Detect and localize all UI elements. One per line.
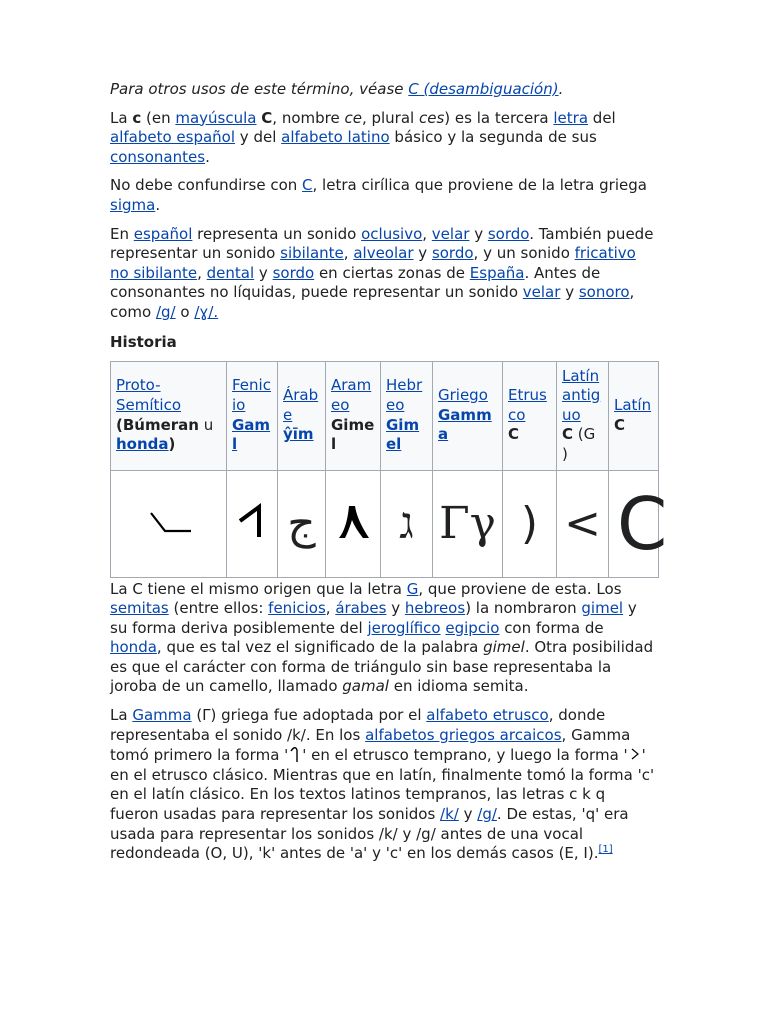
link-sigma[interactable]: sigma	[110, 195, 156, 214]
link-egipcio[interactable]: egipcio	[445, 618, 500, 637]
reference-1-link[interactable]: [1]	[598, 844, 613, 856]
table-glyph-row	[111, 470, 659, 577]
cell-arabe	[278, 361, 326, 470]
link-alveolar[interactable]: alveolar	[353, 244, 414, 263]
link-jeroglifico[interactable]: jeroglífico	[367, 618, 441, 637]
link-sordo-2[interactable]: sordo	[431, 244, 474, 263]
link-alfabeto-latino[interactable]: alfabeto latino	[281, 128, 390, 147]
link-griego[interactable]: Griego	[438, 386, 488, 405]
link-k-phoneme[interactable]: /k/	[440, 805, 459, 824]
link-fricativo[interactable]: fricativo no sibilante	[110, 244, 636, 282]
link-alfabeto-espanol[interactable]: alfabeto español	[110, 128, 236, 147]
link-sordo-3[interactable]: sordo	[272, 263, 315, 282]
proto-semitic-glyph-icon	[139, 501, 199, 541]
hatnote: Para otros usos de este término, véase C (desambiguación).	[110, 80, 564, 98]
link-cyrillic-es[interactable]: С	[302, 176, 313, 195]
link-gamma-phoneme[interactable]: /ɣ/.	[194, 302, 219, 321]
glyph-arabe: ج	[278, 470, 326, 577]
link-honda[interactable]: honda	[116, 435, 169, 454]
intro-paragraph: La c (en mayúscula C, nombre ce, plural ces) es la tercera letra del alfabeto español y del alfabeto latino básico y la segunda de sus consonantes.	[110, 108, 616, 166]
phonetics-paragraph: En español representa un sonido oclusivo, velar y sordo. También puede representar un sonido sibilante, alveolar y sordo, y un sonido fricativo no sibilante, dental y sordo en ciertas zonas de España. Antes de consonantes no líquidas, puede representar un sonido velar y sonoro, como /g/ o /ɣ/.	[110, 224, 654, 321]
glyph-proto-semitico	[111, 470, 227, 577]
disambiguation-link[interactable]: C (desambiguación)	[408, 80, 559, 98]
link-fenicios[interactable]: fenicios	[268, 599, 326, 618]
article-content	[110, 80, 668, 873]
link-espanol[interactable]: español	[133, 224, 193, 243]
link-gaml[interactable]: Gaml	[232, 415, 271, 454]
link-dental[interactable]: dental	[206, 263, 255, 282]
link-latin[interactable]: Latín	[614, 395, 652, 414]
cell-fenicio	[227, 361, 278, 470]
cell-griego	[433, 361, 503, 470]
link-espana[interactable]: España	[469, 263, 525, 282]
link-gimel-hebreo[interactable]: Gimel	[386, 415, 420, 454]
cell-hebreo	[381, 361, 433, 470]
link-etrusco[interactable]: Etrusco	[508, 386, 547, 424]
glyph-latin: C	[609, 470, 659, 577]
link-latin-antiguo[interactable]: Latín antiguo	[562, 366, 601, 424]
link-arabes[interactable]: árabes	[335, 599, 387, 618]
cell-proto-semitico: Proto-Semítico (Búmeran u honda)	[111, 361, 227, 470]
link-sordo[interactable]: sordo	[487, 224, 530, 243]
historia-heading: Historia	[110, 332, 177, 351]
link-g-phoneme-2[interactable]: /g/	[477, 805, 497, 824]
link-mayuscula[interactable]: mayúscula	[175, 108, 257, 127]
link-sonoro[interactable]: sonoro	[578, 283, 630, 302]
link-gamma-table[interactable]: Gamma	[438, 405, 492, 444]
glyph-latin-antiguo: <	[557, 470, 609, 577]
origin-paragraph: La C tiene el mismo origen que la letra G, que proviene de esta. Los semitas (entre ellos: fenicios, árabes y hebreos) la nombraron gimel y su forma deriva posiblemente del jeroglífico egipcio con forma de honda, que es tal vez el significado de la palabra gimel. Otra posibilidad es que el carácter con forma de triángulo sin base representaba la joroba de un camello, llamado gamal en idioma semita.	[110, 579, 654, 696]
early-etruscan-glyph-icon	[288, 745, 302, 763]
link-arameo[interactable]: Arameo	[331, 376, 372, 414]
link-yim[interactable]: ŷīm	[283, 425, 314, 444]
link-g-phoneme[interactable]: /g/	[155, 302, 176, 321]
link-arabe[interactable]: Árabe	[283, 386, 319, 424]
glyph-fenicio	[227, 470, 278, 577]
link-velar-2[interactable]: velar	[522, 283, 561, 302]
gamma-paragraph: La Gamma (Γ) griega fue adoptada por el alfabeto etrusco, donde representaba el sonido /k/. En los alfabetos griegos arcaicos, Gamma tomó primero la forma ' ' en el etrusco temprano, y luego la forma ' ' en el etrusco clásico. Mientras que en latín, finalmente tomó la forma 'c' en el latín clásico. En los textos latinos tempranos, las letras c k q fueron usadas para representar los sonidos /k/ y /g/. De estas, 'q' era usada para representar los sonidos /k/ y /g/ antes de una vocal redondeada (O, U), 'k' antes de 'a' y 'c' en los demás casos (E, I).[1]	[110, 706, 655, 863]
link-semitas[interactable]: semitas	[110, 599, 169, 618]
link-hebreos[interactable]: hebreos	[404, 599, 466, 618]
link-proto-semitico[interactable]: Proto-Semítico	[116, 376, 182, 414]
link-oclusivo[interactable]: oclusivo	[361, 224, 423, 243]
glyph-hebreo: ג	[381, 470, 433, 577]
link-alfabeto-etrusco[interactable]: alfabeto etrusco	[426, 706, 549, 725]
cell-arameo: Arameo Gimel	[326, 361, 381, 470]
cell-latin-antiguo: Latín antiguo C (G )	[557, 361, 609, 470]
phoenician-gimel-icon	[232, 499, 272, 543]
aramaic-gimel-icon	[331, 498, 375, 544]
cyrillic-paragraph: No debe confundirse con С, letra cirílica que proviene de la letra griega sigma.	[110, 176, 647, 214]
cell-etrusco: Etrusco C	[503, 361, 557, 470]
link-gamma[interactable]: Gamma	[132, 706, 192, 725]
hatnote-text: Para otros usos de este término, véase	[110, 80, 409, 98]
link-letra[interactable]: letra	[553, 108, 589, 127]
cell-latin: Latín C	[609, 361, 659, 470]
link-gimel[interactable]: gimel	[581, 599, 624, 618]
glyph-arameo	[326, 470, 381, 577]
link-consonantes[interactable]: consonantes	[110, 147, 206, 166]
link-hebreo[interactable]: Hebreo	[386, 376, 423, 414]
link-sibilante[interactable]: sibilante	[280, 244, 344, 263]
link-velar[interactable]: velar	[431, 224, 470, 243]
history-table	[110, 361, 668, 578]
link-alfabetos-griegos[interactable]: alfabetos griegos arcaicos	[365, 725, 562, 744]
link-honda-2[interactable]: honda	[110, 638, 157, 657]
glyph-etrusco: )	[503, 470, 557, 577]
link-fenicio[interactable]: Fenicio	[232, 376, 271, 414]
glyph-griego: Γγ	[433, 470, 503, 577]
table-header-row	[111, 361, 659, 470]
link-g[interactable]: G	[406, 579, 419, 598]
classic-etruscan-glyph-icon	[628, 745, 642, 763]
